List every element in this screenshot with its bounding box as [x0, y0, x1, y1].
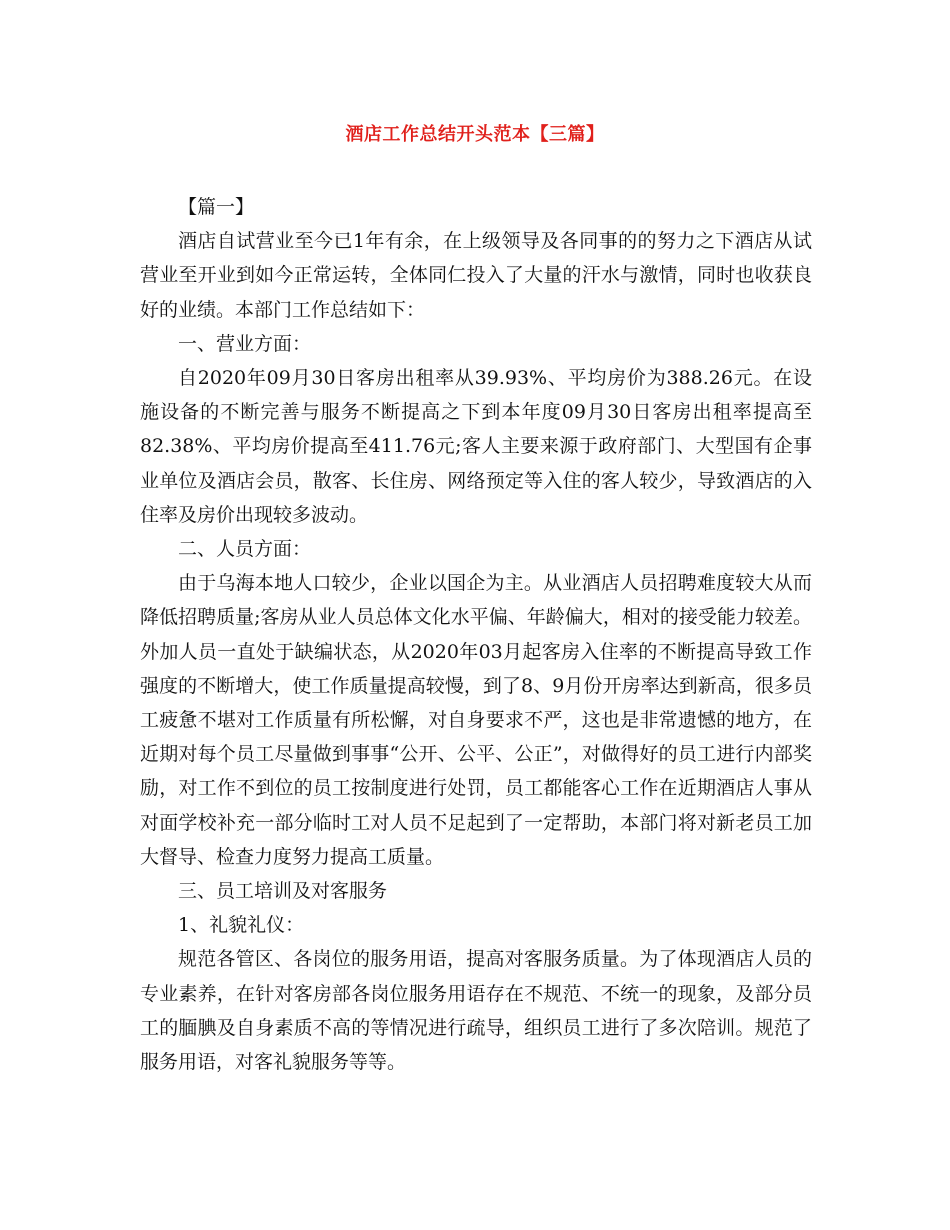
section-heading-business: 一、营业方面： — [178, 332, 312, 355]
section-heading-part-one: 【篇一】 — [178, 196, 255, 218]
paragraph-intro: 酒店自试营业至今已1年有余，在上级领导及各同事的的努力之下酒店从试营业至开业到如今正常运转，全体同仁投入了大量的汗水与激情，同时也收获良好的业绩。本部门工作总结如下： — [140, 230, 812, 321]
paragraph-business: 自2020年09月30日客房出租率从39.93%、平均房价为388.26元。在设施设备的不断完善与服务不断提高之下到本年度09月30日客房出租率提高至82.38%、平均房价提高至411.76元;客人主要来源于政府部门、大型国有企事业单位及酒店会员，散客、长住房、网络预定等入住的客人较少，导致酒店的入住率及房价出现较多波动。 — [140, 367, 812, 526]
paragraph-personnel: 由于乌海本地人口较少，企业以国企为主。从业酒店人员招聘难度较大从而降低招聘质量;客房从业人员总体文化水平偏、年龄偏大，相对的接受能力较差。外加人员一直处于缺编状态，从2020年03月起客房入住率的不断提高导致工作强度的不断增大，使工作质量提高较慢，到了8、9月份开房率达到新高，很多员工疲惫不堪对工作质量有所松懈，对自身要求不严，这也是非常遗憾的地方，在近期对每个员工尽量做到事事“公开、公平、公正”，对做得好的员工进行内部奖励，对工作不到位的员工按制度进行处罚，员工都能客心工作在近期酒店人事从对面学校补充一部分临时工对人员不足起到了一定帮助，本部门将对新老员工加大督导、检查力度努力提高工质量。 — [140, 572, 812, 868]
paragraph-etiquette: 规范各管区、各岗位的服务用语，提高对客服务质量。为了体现酒店人员的专业素养，在针对客房部各岗位服务用语存在不规范、不统一的现象，及部分员工的腼腆及自身素质不高的等情况进行疏导，组织员工进行了多次陪训。规范了服务用语，对客礼貌服务等等。 — [140, 948, 812, 1074]
section-heading-personnel: 二、人员方面： — [178, 538, 312, 561]
document-title: 酒店工作总结开头范本【三篇】 — [345, 124, 605, 145]
document-body — [140, 190, 812, 1079]
subsection-heading-etiquette: 1、礼貌礼仪： — [178, 914, 305, 937]
section-heading-training: 三、员工培训及对客服务 — [178, 880, 388, 903]
